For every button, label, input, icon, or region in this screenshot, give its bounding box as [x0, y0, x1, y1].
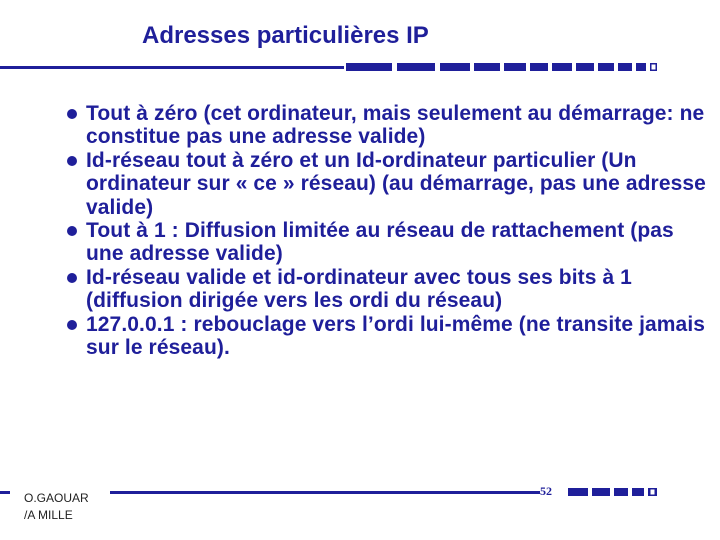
- author-line-1: O.GAOUAR: [24, 491, 89, 505]
- footer-author: [24, 490, 89, 524]
- bullet-icon: [67, 320, 77, 330]
- bullet-list: [62, 102, 712, 359]
- bullet-text: 127.0.0.1 : rebouclage vers l’ordi lui-même (ne transite jamais sur le réseau).: [86, 312, 706, 360]
- bullet-text: Tout à 1 : Diffusion limitée au réseau de rattachement (pas une adresse valide): [86, 219, 674, 266]
- bullet-icon: [67, 156, 77, 166]
- bullet-item: [62, 102, 712, 149]
- bullet-icon: [67, 109, 77, 119]
- bullet-icon: [67, 226, 77, 236]
- page-number: 52: [540, 484, 552, 498]
- bullet-item: [62, 149, 712, 219]
- slide-title: Adresses particulières IP: [142, 22, 429, 49]
- bullet-item: [62, 313, 712, 360]
- bullet-text: Id-réseau valide et id-ordinateur avec tous ses bits à 1 (diffusion dirigée vers les ordi du réseau): [86, 265, 632, 313]
- title-divider-rule: [0, 62, 720, 74]
- bullet-text: Id-réseau tout à zéro et un Id-ordinateur particulier (Un ordinateur sur « ce » réseau) (au démarrage, pas une adresse valide): [86, 148, 706, 219]
- bullet-text: Tout à zéro (cet ordinateur, mais seulement au démarrage: ne constitue pas une adresse valide): [86, 102, 705, 149]
- author-line-2: /A MILLE: [24, 508, 73, 522]
- bullet-icon: [67, 273, 77, 283]
- bullet-item: [62, 219, 712, 266]
- bullet-item: [62, 266, 712, 313]
- footer-divider-rule: [0, 487, 720, 499]
